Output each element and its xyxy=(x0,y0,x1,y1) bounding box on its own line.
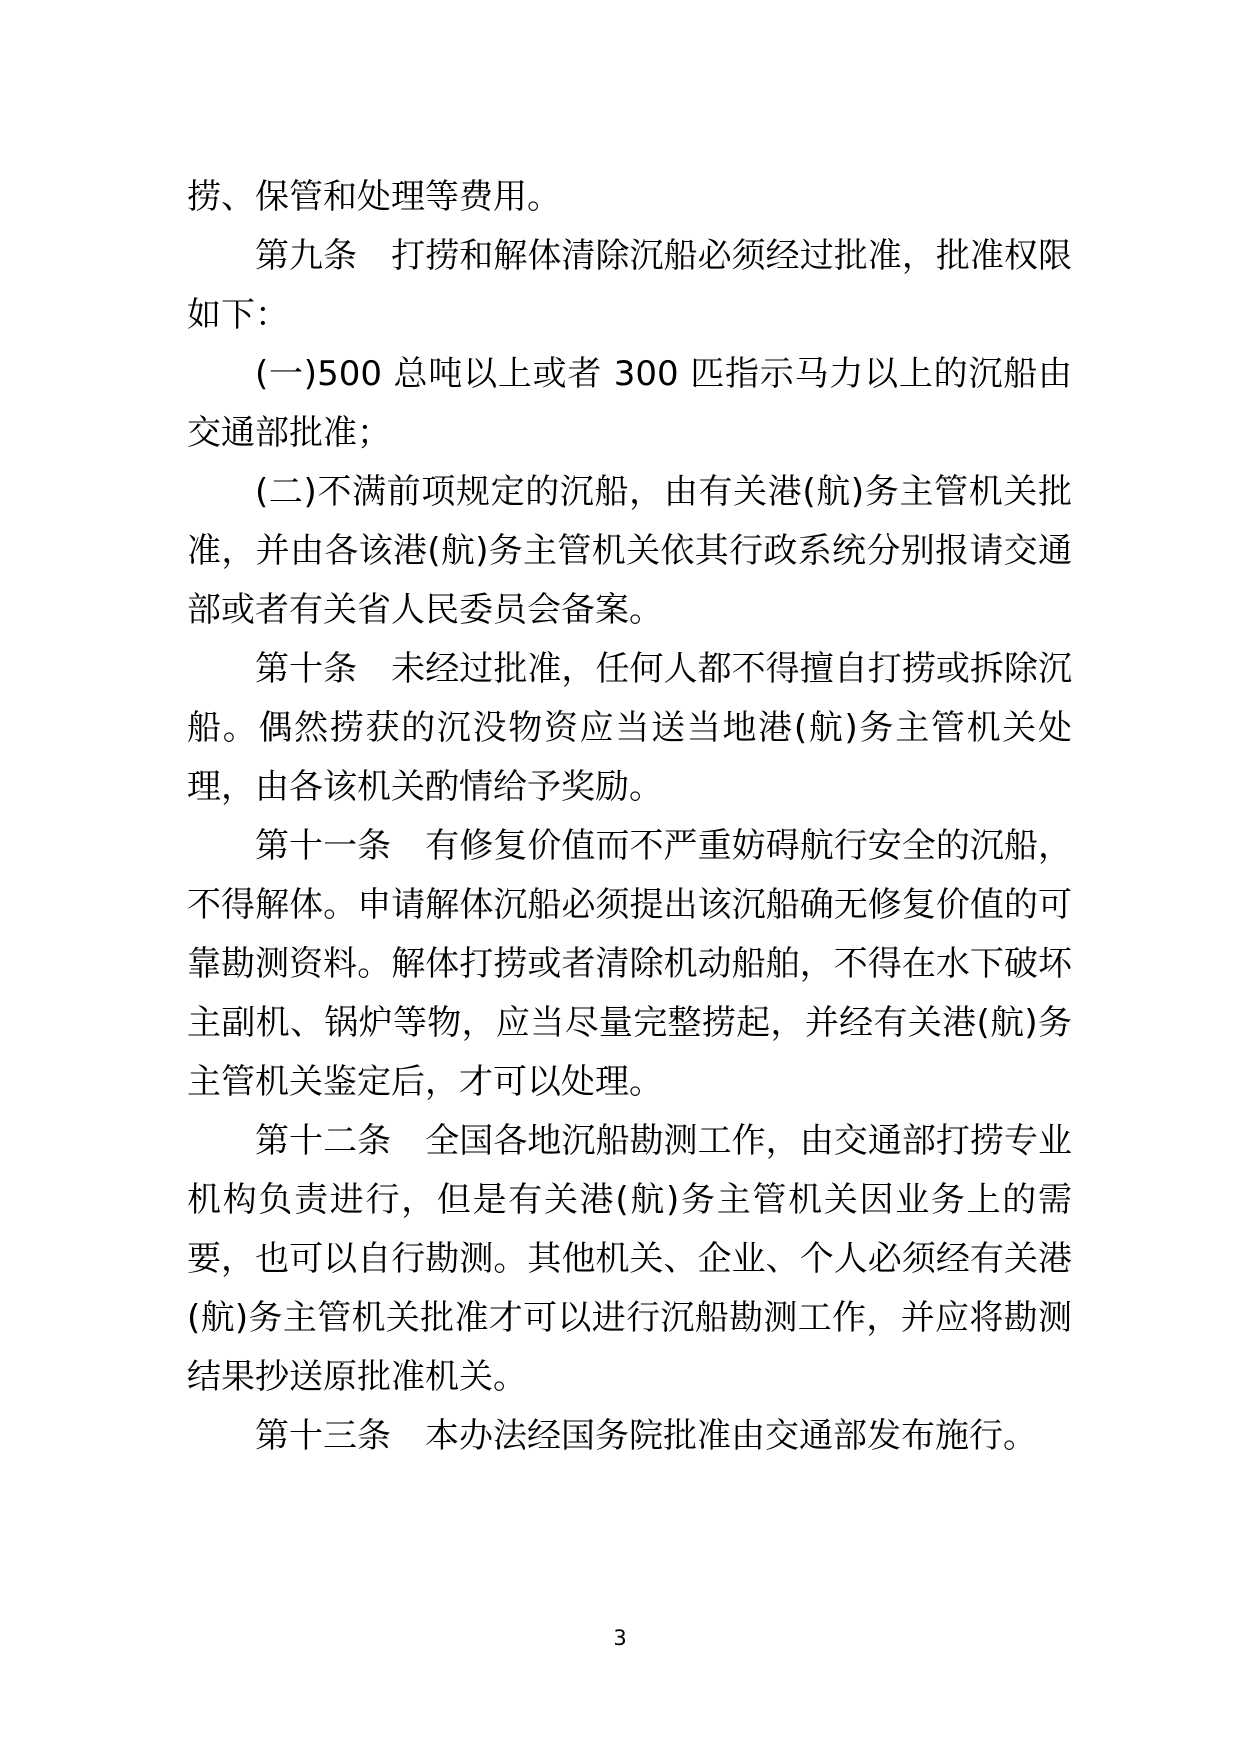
article-10 xyxy=(187,640,1072,817)
paragraph-text: 捞、保管和处理等费用。 xyxy=(187,177,561,217)
article-text: 打捞和解体清除沉船必须经过批准，批准权限如下： xyxy=(187,236,1073,335)
article-heading: 第十三条 xyxy=(255,1416,391,1456)
paragraph-continuation xyxy=(187,168,1072,227)
article-text: 本办法经国务院批准由交通部发布施行。 xyxy=(425,1416,1037,1456)
clause-text: (一)500 总吨以上或者 300 匹指示马力以上的沉船由交通部批准； xyxy=(187,354,1072,453)
article-12 xyxy=(187,1112,1072,1407)
clause-text: (二)不满前项规定的沉船，由有关港(航)务主管机关批准，并由各该港(航)务主管机关依其行政系统分别报请交通部或者有关省人民委员会备案。 xyxy=(187,472,1072,630)
article-text: 未经过批准，任何人都不得擅自打捞或拆除沉船。偶然捞获的沉没物资应当送当地港(航)务主管机关处理，由各该机关酌情给予奖励。 xyxy=(187,649,1073,807)
article-13 xyxy=(187,1407,1072,1466)
article-heading: 第十一条 xyxy=(255,826,392,866)
page-number: 3 xyxy=(613,1626,627,1650)
article-text: 有修复价值而不严重妨碍航行安全的沉船，不得解体。申请解体沉船必须提出该沉船确无修复价值的可靠勘测资料。解体打捞或者清除机动船舶，不得在水下破坏主副机、锅炉等物，应当尽量完整捞起，并经有关港(航)务主管机关鉴定后，才可以处理。 xyxy=(187,826,1073,1102)
article-9 xyxy=(187,227,1072,345)
body-text xyxy=(187,168,1072,1466)
article-text: 全国各地沉船勘测工作，由交通部打捞专业机构负责进行，但是有关港(航)务主管机关因业务上的需要，也可以自行勘测。其他机关、企业、个人必须经有关港(航)务主管机关批准才可以进行沉船勘测工作，并应将勘测结果抄送原批准机关。 xyxy=(187,1121,1073,1397)
article-heading: 第十二条 xyxy=(255,1121,392,1161)
clause-2 xyxy=(187,463,1072,640)
clause-1 xyxy=(187,345,1072,463)
article-11 xyxy=(187,817,1072,1112)
article-heading: 第九条 xyxy=(255,236,358,276)
article-heading: 第十条 xyxy=(255,649,358,689)
